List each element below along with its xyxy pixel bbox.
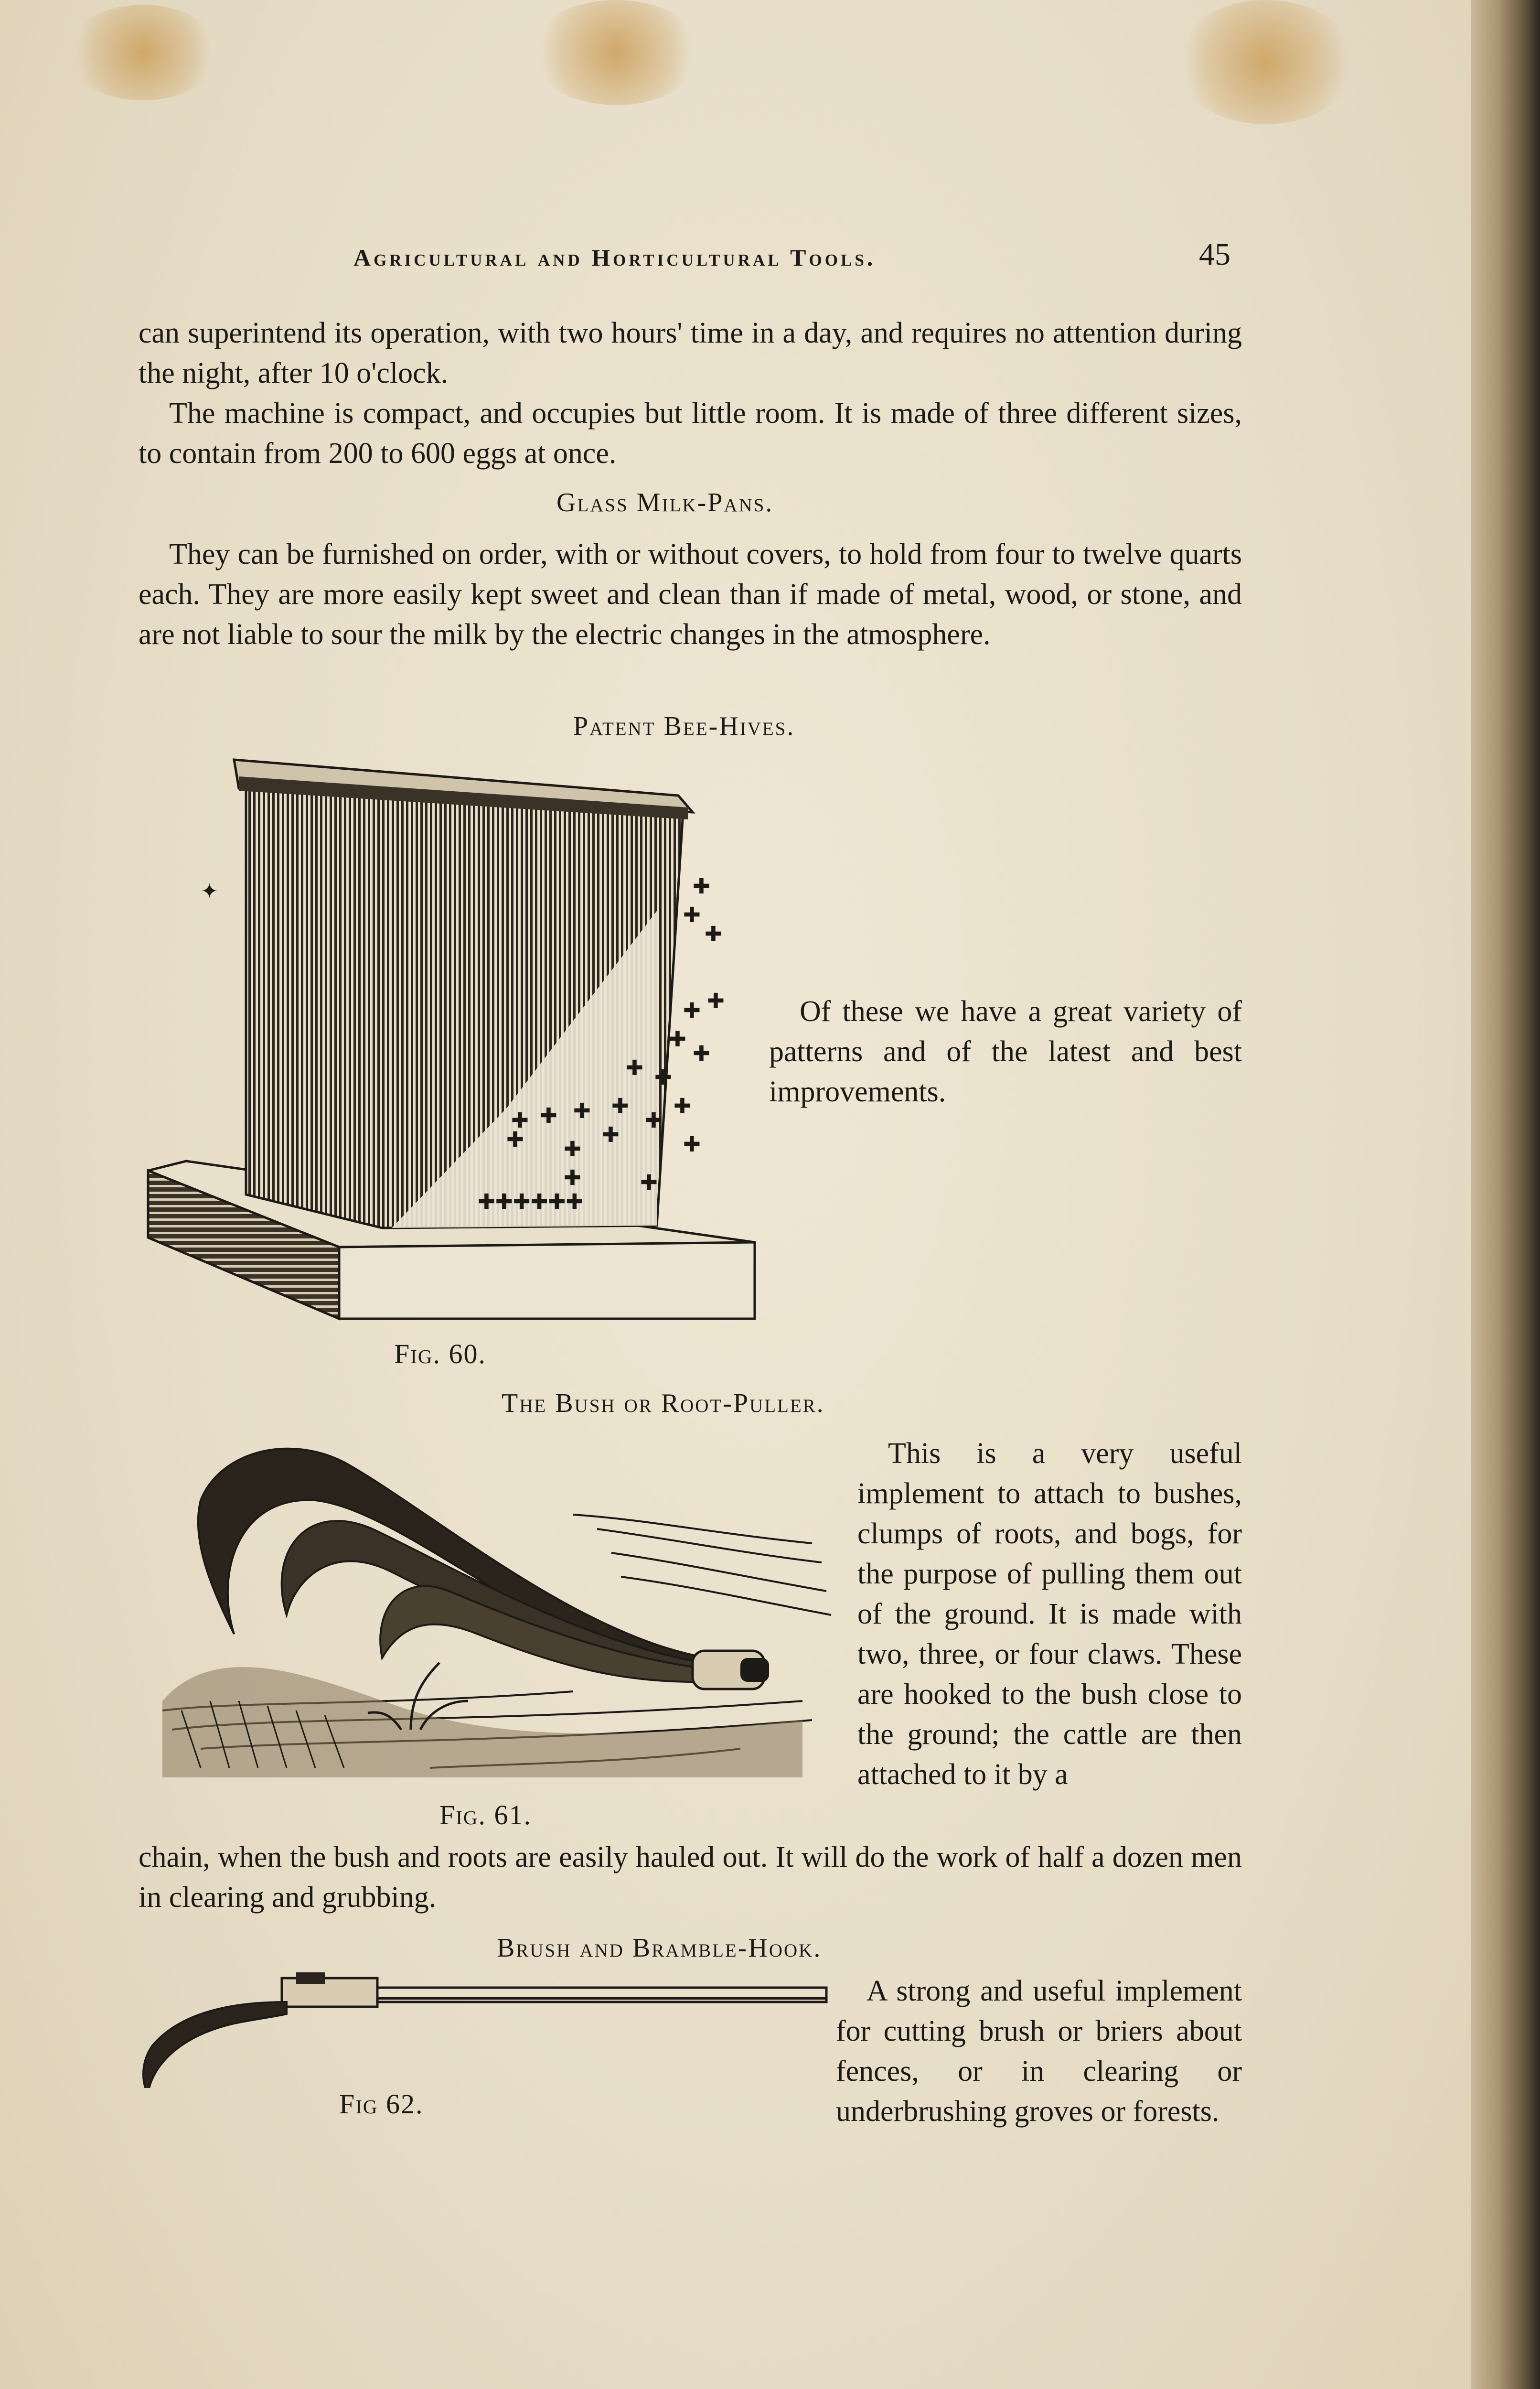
- milk-pans-heading: Glass Milk-Pans.: [556, 488, 774, 517]
- foxing-stain: [1175, 0, 1357, 124]
- svg-text:✚: ✚: [645, 1108, 663, 1133]
- svg-text:✚: ✚: [693, 874, 710, 899]
- bee-hives-paragraph: Of these we have a great variety of patterns and of the latest and best improvements.: [769, 995, 1242, 1108]
- svg-text:✚: ✚: [511, 1108, 529, 1133]
- bramble-hook-figure: [139, 1969, 836, 2088]
- svg-text:✚: ✚: [683, 999, 701, 1023]
- bramble-hook-paragraph: A strong and useful implement for cutting brush or briers about fences, or in clearing or underbrushing groves or forests.: [836, 1975, 1242, 2128]
- svg-text:✚: ✚: [707, 989, 725, 1013]
- svg-text:✚: ✚: [705, 922, 722, 947]
- svg-text:✚: ✚: [669, 1027, 686, 1052]
- bee-hives-heading: Patent Bee-Hives.: [573, 711, 795, 741]
- fig-62-caption: Fig 62.: [339, 2088, 424, 2120]
- svg-text:✚: ✚: [626, 1056, 643, 1080]
- svg-text:✚: ✚: [506, 1128, 524, 1152]
- root-puller-side-text: [857, 1433, 1242, 1795]
- root-puller-figure: [143, 1433, 850, 1797]
- bee-hives-text: [769, 991, 1242, 1112]
- svg-text:✚: ✚: [683, 1132, 701, 1157]
- fig-60-caption: Fig. 60.: [394, 1338, 487, 1369]
- fig-61-caption: Fig. 61.: [439, 1799, 532, 1830]
- root-puller-paragraph-side: This is a very useful implement to attach to bushes, clumps of roots, and bogs, for the purpose of pulling them out of the ground. It is made with two, three, or four claws. These are hooked to the bush close to the ground; the cattle are then attached to it by a: [857, 1437, 1242, 1791]
- milk-pans-text: [139, 534, 1242, 655]
- svg-text:✚✚✚✚✚✚: ✚✚✚✚✚✚: [478, 1190, 584, 1214]
- svg-text:✚: ✚: [693, 1042, 710, 1066]
- svg-text:✚: ✚: [564, 1166, 581, 1190]
- svg-text:✚: ✚: [674, 1094, 691, 1119]
- svg-text:✚: ✚: [573, 1099, 591, 1123]
- svg-text:✚: ✚: [540, 1104, 557, 1128]
- running-head: Agricultural and Horticultural Tools.: [353, 244, 876, 271]
- bee-hive-figure: [143, 750, 764, 1333]
- svg-text:✚: ✚: [654, 1065, 672, 1090]
- svg-text:✚: ✚: [683, 903, 701, 927]
- page-edge-shadow: [1471, 0, 1540, 2389]
- bramble-hook-heading: Brush and Bramble-Hook.: [497, 1933, 822, 1963]
- intro-text: [139, 313, 1242, 473]
- root-puller-heading: The Bush or Root-Puller.: [502, 1388, 825, 1418]
- root-puller-full-text: [139, 1837, 1242, 1917]
- svg-text:✚: ✚: [564, 1137, 581, 1162]
- bramble-hook-text: [836, 1971, 1242, 2131]
- foxing-stain: [67, 5, 220, 100]
- page-number: 45: [1199, 237, 1230, 272]
- root-puller-paragraph-full: chain, when the bush and roots are easily hauled out. It will do the work of half a dozen men in clearing and grubbing.: [139, 1841, 1242, 1914]
- svg-text:✚: ✚: [611, 1094, 629, 1119]
- intro-paragraph-1: can superintend its operation, with two hours' time in a day, and requires no attention during the night, after 10 o'clock.: [139, 317, 1242, 389]
- svg-text:✚: ✚: [602, 1123, 620, 1147]
- svg-text:✚: ✚: [640, 1171, 658, 1195]
- foxing-stain: [530, 0, 702, 105]
- svg-text:✦: ✦: [201, 879, 218, 904]
- milk-pans-paragraph: They can be furnished on order, with or without covers, to hold from four to twelve quarts each. They are more easily kept sweet and clean than if made of metal, wood, or stone, and are not liable to sour the milk by the electric changes in the atmosphere.: [139, 538, 1242, 651]
- intro-paragraph-2: The machine is compact, and occupies but little room. It is made of three different sizes, to contain from 200 to 600 eggs at once.: [139, 397, 1242, 470]
